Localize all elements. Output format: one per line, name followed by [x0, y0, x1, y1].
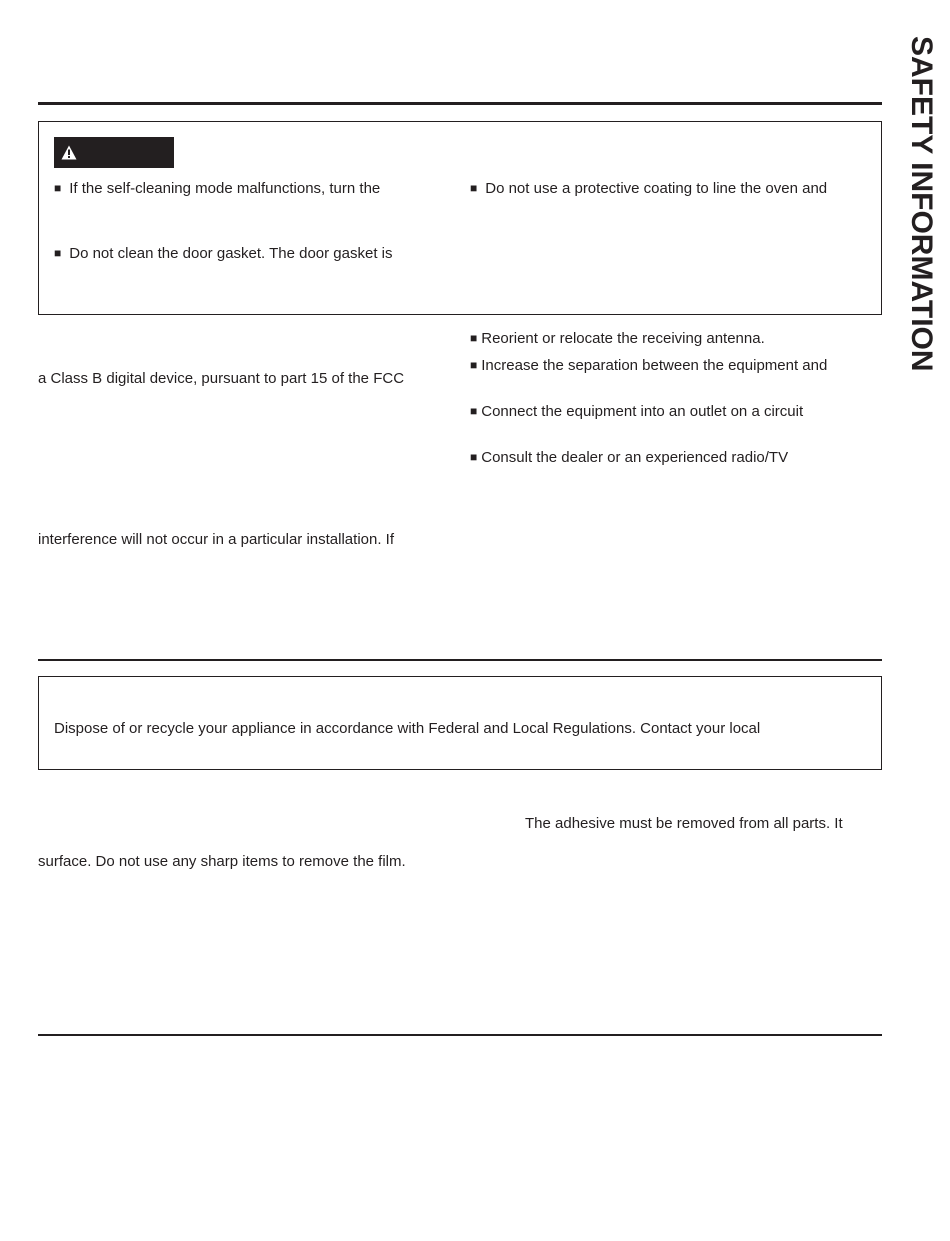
- film-text-left: surface. Do not use any sharp items to remove the film.: [38, 853, 406, 870]
- warning-triangle-icon: [61, 145, 77, 160]
- bullet-icon: ■: [470, 181, 478, 195]
- bullet-icon: ■: [470, 404, 478, 418]
- warning-item: ■ If the self-cleaning mode malfunctions, turn the: [54, 180, 381, 197]
- film-text-right: The adhesive must be removed from all parts. It: [525, 815, 843, 832]
- side-tab-title: SAFETY INFORMATION: [905, 36, 938, 372]
- disposal-text: Dispose of or recycle your appliance in accordance with Federal and Local Regulations. Contact your local: [54, 720, 761, 737]
- warning-item: ■ Do not clean the door gasket. The door gasket is: [54, 245, 393, 262]
- bullet-icon: ■: [54, 246, 62, 260]
- bullet-icon: ■: [470, 331, 478, 345]
- section-rule-middle: [38, 659, 882, 661]
- warning-item: ■ Do not use a protective coating to line the oven and: [470, 180, 828, 197]
- fcc-item: ■ Reorient or relocate the receiving antenna.: [470, 330, 765, 347]
- fcc-item: ■ Increase the separation between the equipment and: [470, 357, 828, 374]
- side-tab: [903, 36, 943, 400]
- section-rule-top: [38, 102, 882, 105]
- fcc-item: ■ Consult the dealer or an experienced radio/TV: [470, 449, 789, 466]
- warning-label: [54, 137, 174, 168]
- fcc-left-line: a Class B digital device, pursuant to part 15 of the FCC: [38, 370, 405, 387]
- fcc-left-line: interference will not occur in a particular installation. If: [38, 531, 395, 548]
- bullet-icon: ■: [470, 358, 478, 372]
- bullet-icon: ■: [54, 181, 62, 195]
- fcc-item: ■ Connect the equipment into an outlet on a circuit: [470, 403, 804, 420]
- section-rule-bottom: [38, 1034, 882, 1036]
- bullet-icon: ■: [470, 450, 478, 464]
